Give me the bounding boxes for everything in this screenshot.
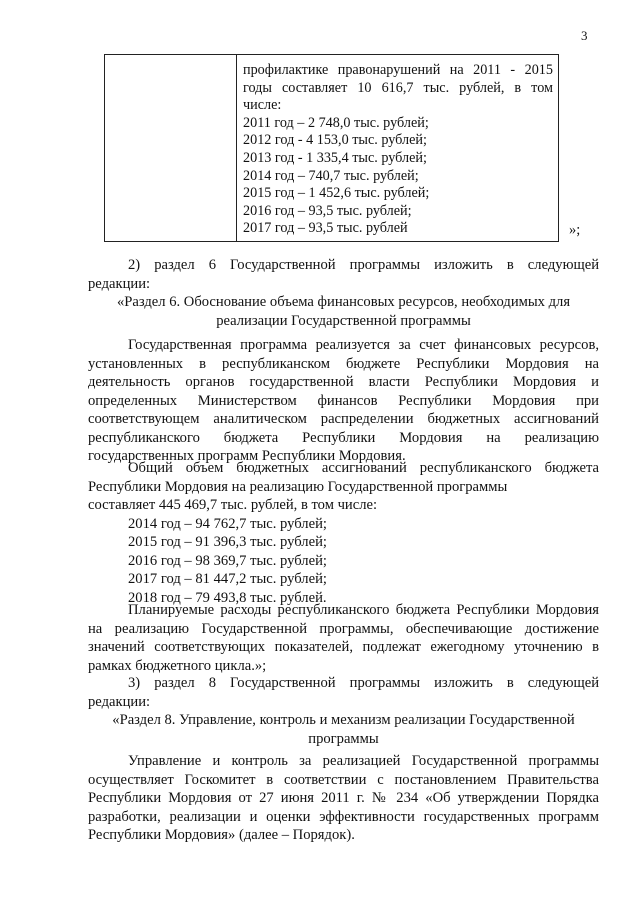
- table-cell-text: [243, 62, 553, 238]
- table-column-divider: [236, 55, 237, 241]
- item-3-line: 3) раздел 8 Государственной программы изложить в следующей: [128, 675, 599, 691]
- section-8-heading: [80, 711, 607, 748]
- table-line: 2012 год - 4 153,0 тыс. рублей;: [243, 132, 427, 149]
- table-line: профилактике правонарушений на 2011 - 2015: [243, 62, 553, 78]
- section-6-paragraph-1: Государственная программа реализуется за счет финансовых ресурсов, установленных в республиканском бюджете Республики Мордовия на деятельность органов государственной власти Республики Мордовия и определенных Министерством финансов Республики Мордовия при соответствующем аналитическом распределении бюджетных ассигнований республиканского бюджета Республики Мордовия на реализацию государственных программ Республики Мордовия.: [88, 337, 599, 464]
- year-amount: 2014 год – 94 762,7 тыс. рублей;: [128, 515, 327, 532]
- table-line: 2017 год – 93,5 тыс. рублей: [243, 220, 408, 237]
- table-line: 2013 год - 1 335,4 тыс. рублей;: [243, 149, 427, 166]
- item-3-line: редакции:: [88, 693, 151, 710]
- table-line: 2014 год – 740,7 тыс. рублей;: [243, 167, 419, 184]
- year-amount: 2018 год – 79 493,8 тыс. рублей.: [128, 589, 327, 606]
- item-2-line: 2) раздел 6 Государственной программы изложить в следующей: [128, 257, 599, 273]
- table-line: числе:: [243, 97, 282, 114]
- table-line: 2011 год – 2 748,0 тыс. рублей;: [243, 114, 429, 131]
- section-6-paragraph-3: Планируемые расходы республиканского бюджета Республики Мордовия на реализацию Государственной программы, обеспечивающие достижение значений соответствующих показателей, подлежат ежегодному уточнению в рамках бюджетного цикла.»;: [88, 602, 599, 674]
- section-6-heading-line: «Раздел 6. Обоснование объема финансовых ресурсов, необходимых для: [116, 294, 571, 310]
- table-line: 2015 год – 1 452,6 тыс. рублей;: [243, 185, 430, 202]
- section-6-heading: [80, 293, 607, 330]
- page-number: 3: [581, 28, 588, 43]
- section-6-paragraph-2: [88, 459, 599, 607]
- section-6-heading-line: реализации Государственной программы: [216, 312, 471, 329]
- year-amount: 2016 год – 98 369,7 тыс. рублей;: [128, 552, 327, 569]
- section-6-paragraph-2-text: Общий объем бюджетных ассигнований республиканского бюджета Республики Мордовия на реализацию Государственной программы: [88, 460, 599, 495]
- table-line: годы составляет 10 616,7 тыс. рублей, в том: [243, 79, 553, 96]
- item-3-paragraph: [88, 674, 599, 711]
- budget-table: [104, 54, 559, 242]
- year-amount: 2015 год – 91 396,3 тыс. рублей;: [128, 534, 327, 550]
- section-6-paragraph-2-amount: составляет 445 469,7 тыс. рублей, в том числе:: [88, 497, 378, 513]
- table-closing-quote: »;: [569, 222, 581, 238]
- item-2-paragraph: [88, 256, 599, 293]
- year-amount: 2017 год – 81 447,2 тыс. рублей;: [128, 571, 327, 587]
- table-line: 2016 год – 93,5 тыс. рублей;: [243, 202, 412, 219]
- section-8-heading-line: «Раздел 8. Управление, контроль и механизм реализации Государственной: [112, 712, 575, 728]
- section-8-heading-line: программы: [308, 730, 379, 747]
- item-2-line: редакции:: [88, 275, 151, 292]
- section-8-paragraph-1: Управление и контроль за реализацией Государственной программы осуществляет Госкомитет в соответствии с постановлением Правительства Республики Мордовия от 27 июня 2011 г. № 234 «Об утверждении Порядка разработки, реализации и оценки эффективности государственных программ Республики Мордовия» (далее – Порядок).: [88, 753, 599, 843]
